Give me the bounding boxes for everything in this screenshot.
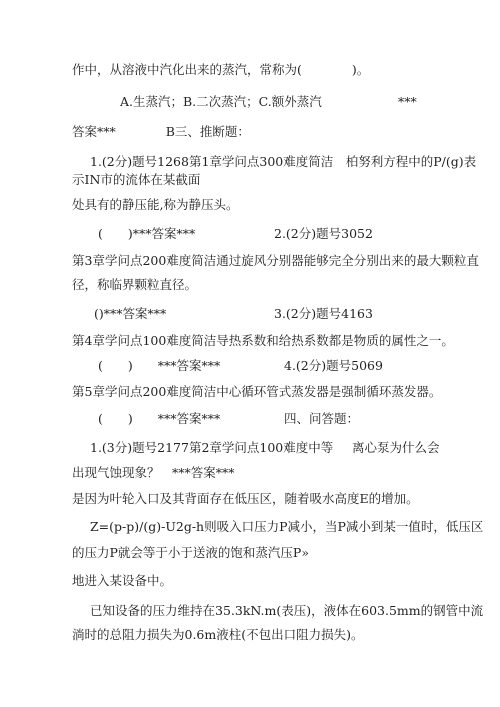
text-line: ()***答案***: [94, 306, 167, 321]
text-line: 出现气蚀现象？ ***答案***: [72, 465, 235, 480]
text-line: 作中，从溶液中汽化出来的蒸汽，常称为( )。: [72, 62, 370, 77]
text-line: 3.(2分)题号4163: [274, 306, 373, 321]
text-line: 第3章学问点200难度简洁通过旋风分别器能够完全分别出来的最大颗粒直: [72, 253, 479, 268]
text-line: 1.(2分)题号1268第1章学问点300难度简洁 柏努利方程中的P/(g)表: [90, 154, 477, 169]
text-line: 离心泵为什么会: [352, 440, 440, 455]
text-line: 1.(3分)题号2177第2章学问点100难度中等: [90, 440, 334, 455]
text-line: ( ) ***答案***: [98, 358, 221, 373]
text-line: 四、问答题：: [284, 411, 360, 426]
text-line: 答案*** B三、推断题：: [72, 124, 250, 139]
text-line: 第4章学问点100难度简洁导热系数和给热系数都是物质的属性之一。: [72, 333, 454, 348]
text-line: 4.(2分)题号5069: [284, 358, 383, 373]
text-line: 处具有的静压能,称为静压头。: [72, 197, 239, 212]
text-line: 已知设备的压力维持在35.3kN.m(表压)，液体在603.5mm的钢管中流: [90, 603, 484, 618]
text-line: 地进入某设备中。: [72, 573, 173, 588]
text-line: 径，称临界颗粒直径。: [72, 277, 198, 292]
text-line: 的压力P就会等于小于送液的饱和蒸汽压P»: [72, 545, 309, 560]
text-line: 示IN市的流体在某截面: [72, 172, 201, 187]
text-line: 2.(2分)题号3052: [274, 226, 373, 241]
text-line: Z=(p-p)/(g)-U2g-h则吸入口压力P减小，当P减小到某一值时，低压区: [90, 519, 484, 534]
text-line: A.生蒸汽；B.二次蒸汽；C.额外蒸汽: [120, 94, 322, 109]
text-line: ***: [398, 94, 417, 109]
text-line: ( ) ***答案***: [98, 411, 221, 426]
text-line: 淌时的总阻力损失为0.6m液柱(不包出口阻力损失)。: [72, 627, 364, 642]
text-line: 第5章学问点200难度简洁中心循环管式蒸发器是强制循环蒸发器。: [72, 384, 442, 399]
text-line: 是因为叶轮入口及其背面存在低压区，随着吸水高度E的增加。: [72, 491, 419, 506]
text-line: ( )***答案***: [98, 226, 196, 241]
